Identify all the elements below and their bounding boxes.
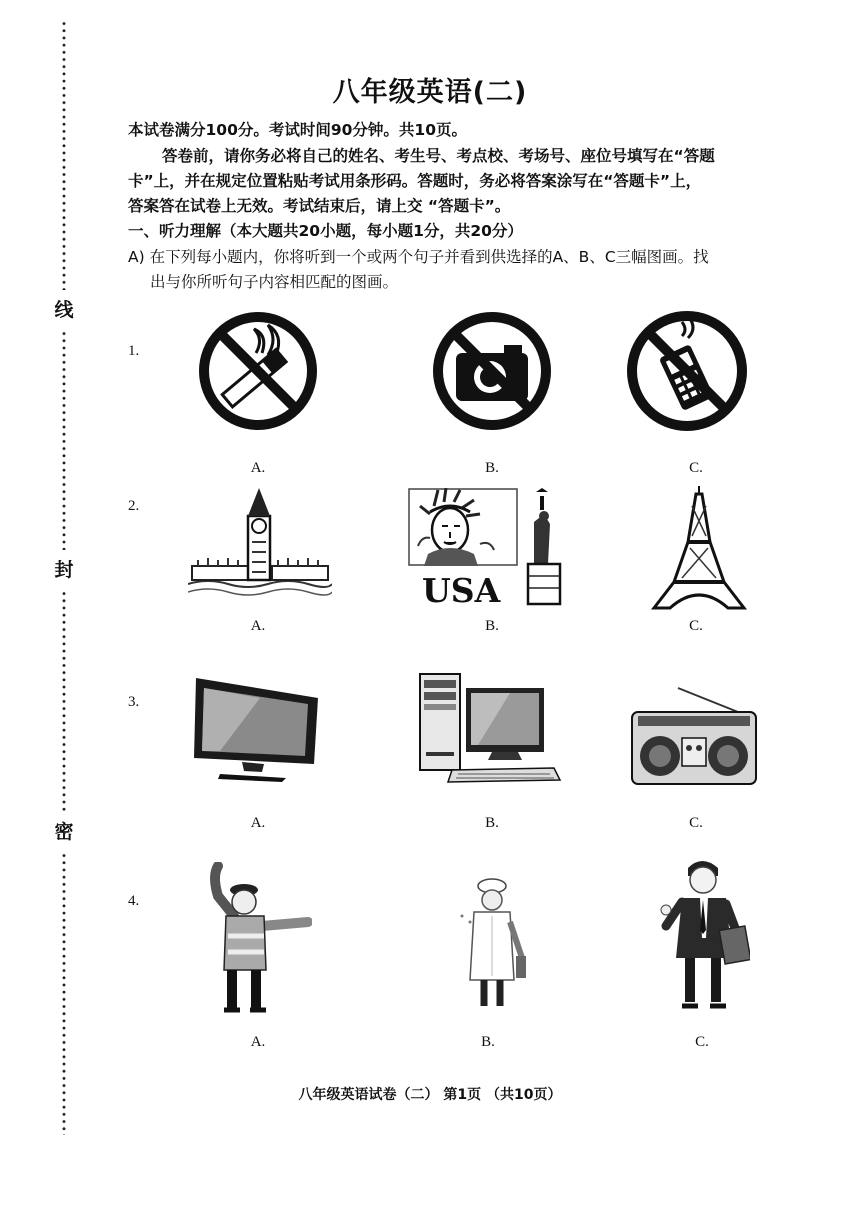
traffic-police-icon — [208, 862, 312, 1014]
part-a-instruction-1: A) 在下列每小题内，你将听到一个或两个句子并看到供选择的A、B、C三幅图画。找 — [128, 248, 709, 266]
intro-line-4: 答案答在试卷上无效。考试结束后，请上交 “答题卡”。 — [128, 197, 511, 215]
chef-icon — [448, 876, 540, 1014]
question-number: 4. — [128, 893, 140, 909]
tv-monitor-icon — [190, 676, 322, 786]
option-label: C. — [695, 1034, 709, 1050]
option-label: B. — [485, 815, 499, 831]
question-number: 1. — [128, 343, 140, 359]
question-number: 2. — [128, 498, 140, 514]
intro-line-3: 卡”上，并在规定位置粘贴考试用条形码。答题时，务必将答案涂写在“答题卡”上， — [128, 172, 702, 190]
option-label: A. — [250, 460, 266, 476]
intro-line-2: 答卷前，请你务必将自己的姓名、考生号、考点校、考场号、座位号填写在“答题 — [162, 147, 715, 165]
dotted-line — [62, 330, 66, 550]
no-mobile-phone-icon — [624, 308, 750, 434]
option-label: C. — [689, 460, 703, 476]
question-number: 3. — [128, 694, 140, 710]
page-title: 八年级英语(二) — [332, 77, 528, 108]
no-photography-icon — [430, 309, 554, 433]
no-smoking-icon — [196, 309, 320, 433]
option-label: A. — [250, 815, 266, 831]
option-label: A. — [250, 1034, 266, 1050]
big-ben-icon — [188, 486, 332, 602]
margin-label-mi: 密 — [54, 821, 74, 843]
margin-label-xian: 线 — [54, 299, 74, 321]
option-label: C. — [689, 815, 703, 831]
part-a-instruction-2: 出与你所听句子内容相匹配的图画。 — [150, 273, 399, 291]
desktop-computer-icon — [418, 672, 562, 784]
option-label: A. — [250, 618, 266, 634]
option-label: B. — [485, 460, 499, 476]
usa-text: USA — [422, 571, 501, 606]
option-label: B. — [481, 1034, 495, 1050]
page-footer: 八年级英语试卷（二） 第1页 （共10页） — [298, 1087, 562, 1103]
binding-margin — [52, 20, 76, 1135]
section-heading: 一、听力理解（本大题共20小题，每小题1分，共20分） — [128, 222, 523, 240]
radio-cassette-icon — [628, 686, 760, 788]
margin-label-feng: 封 — [54, 559, 74, 581]
statue-of-liberty-icon — [408, 488, 568, 606]
dotted-line — [62, 20, 66, 290]
businessman-icon — [660, 856, 750, 1012]
intro-line-1: 本试卷满分100分。考试时间90分钟。共10页。 — [128, 121, 467, 139]
option-label: C. — [689, 618, 703, 634]
eiffel-tower-icon — [650, 486, 748, 610]
dotted-line — [62, 590, 66, 815]
option-label: B. — [485, 618, 499, 634]
